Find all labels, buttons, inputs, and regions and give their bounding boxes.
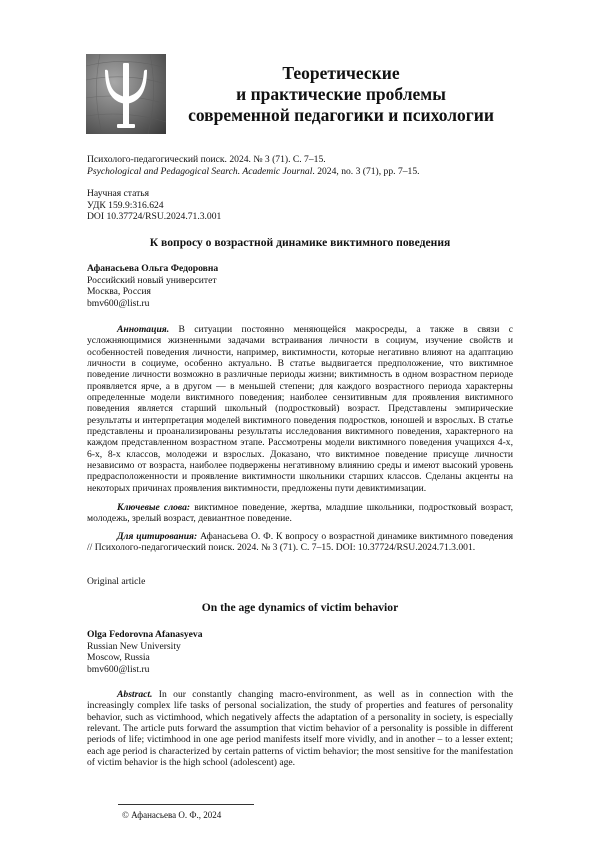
abstract-en bbox=[87, 689, 513, 768]
author-email[interactable]: bmv600@list.ru bbox=[87, 663, 150, 675]
abstract-ru bbox=[87, 324, 513, 494]
author-city: Moscow, Russia bbox=[87, 652, 150, 664]
author-affiliation: Russian New University bbox=[87, 640, 181, 652]
keywords-ru bbox=[87, 502, 513, 525]
journal-title-line: современной педагогики и психологии bbox=[188, 105, 494, 125]
keywords-label: Ключевые слова: bbox=[117, 502, 191, 513]
copyright-footnote: © Афанасьева О. Ф., 2024 bbox=[122, 810, 222, 820]
cite-as-label: Для цитирования: bbox=[117, 531, 198, 542]
doi-link[interactable]: DOI 10.37724/RSU.2024.71.3.001 bbox=[87, 211, 222, 222]
citation-en-journal: Psychological and Pedagogical Search. Academic Journal bbox=[87, 166, 313, 177]
psi-logo-icon bbox=[86, 54, 166, 134]
article-type-en: Original article bbox=[87, 576, 146, 587]
author-block-ru bbox=[87, 263, 218, 309]
abstract-text: In our constantly changing macro-environment, as well as in connection with the increasingly complex life tasks of personal socialization, the study of properties and features of personality behavior, such as victimhood, which negatively affects the adaptation of a personality in society, is especially relevant. The article puts forward the assumption that victim behavior of a personality is possible in different periods of life; victimhood in one age period manifests itself more vividly, and in another – to a lesser extent; each age period is characterized by certain patterns of victim behavior; the most sensitive for the manifestation of victim behavior is the high school (adolescent) age. bbox=[87, 689, 513, 769]
author-city: Москва, Россия bbox=[87, 286, 151, 298]
article-type: Научная статья bbox=[87, 188, 150, 199]
article-title-ru: К вопросу о возрастной динамике виктимного поведения bbox=[149, 236, 451, 249]
abstract-text: В ситуации постоянно меняющейся макросреды, а также в связи с усложняющимися жизненными задачами встраивания личности в социум, изучение свойств и особенностей поведения личности, например, виктимности, которые негативно влияют на адаптацию личности в социуме, особенно актуально. В статье выдвигается предположение, что виктимное поведение личности возможно в различные периоды жизни; виктимность в одном возрастном периоде проявляется ярче, а в другом — в меньшей степени; для каждого возрастного периода характерны определенные модели виктимного поведения; наиболее сензитивным для проявления виктимного поведения является старший школьный (подростковый) возраст. Представлены эмпирические результаты и интерпретация моделей виктимного поведения подростков, юношей и взрослых. В статье представлены и проанализированы результаты исследования виктимного поведения, характерного на каждом представленном возрастном этапе. Рассмотрены модели виктимного поведения учащихся 4-х, 6-х, 8-х классов, молодежи и взрослых. Доказано, что виктимное поведение присуще личности независимо от возраста, наиболее подвержены негативному влиянию среды и имеют высокий уровень предрасположенности и проявление виктимности школьники старших классов. Сделаны акценты на некоторых причинах проявления виктимности, предложены пути девиктимизации. bbox=[87, 324, 513, 494]
citation-en bbox=[87, 166, 420, 178]
abstract-label: Аннотация. bbox=[117, 324, 170, 335]
citation-en-details: . 2024, no. 3 (71), pp. 7–15. bbox=[312, 166, 420, 177]
abstract-label: Abstract. bbox=[117, 689, 153, 700]
cite-as-ru bbox=[87, 531, 513, 554]
author-email[interactable]: bmv600@list.ru bbox=[87, 297, 150, 309]
footnote-divider bbox=[118, 804, 254, 805]
keywords-text: виктимное поведение, жертва, младшие школьники, подростковый возраст, молодежь, зрелый возраст, девиантное поведение. bbox=[87, 502, 513, 525]
journal-title-line: и практические проблемы bbox=[236, 84, 446, 104]
author-affiliation: Российский новый университет bbox=[87, 274, 217, 286]
author-block-en bbox=[87, 629, 203, 675]
psi-logo-graphic bbox=[86, 54, 166, 134]
article-title-en: On the age dynamics of victim behavior bbox=[201, 601, 399, 614]
citation-ru: Психолого-педагогический поиск. 2024. № 3 (71). С. 7–15. bbox=[87, 154, 326, 165]
journal-title-line: Теоретические bbox=[282, 63, 400, 83]
article-meta bbox=[87, 188, 221, 223]
author-name: Афанасьева Ольга Федоровна bbox=[87, 263, 219, 274]
udk-code: УДК 159.9:316.624 bbox=[87, 199, 164, 211]
author-name: Olga Fedorovna Afanasyeva bbox=[87, 629, 203, 640]
journal-title bbox=[170, 63, 512, 126]
cite-as-text: Афанасьева О. Ф. К вопросу о возрастной динамике виктимного поведения // Психолого-педагогический поиск. 2024. № 3 (71). С. 7–15. DOI: 10.37724/RSU.2024.71.3.001. bbox=[87, 531, 513, 554]
